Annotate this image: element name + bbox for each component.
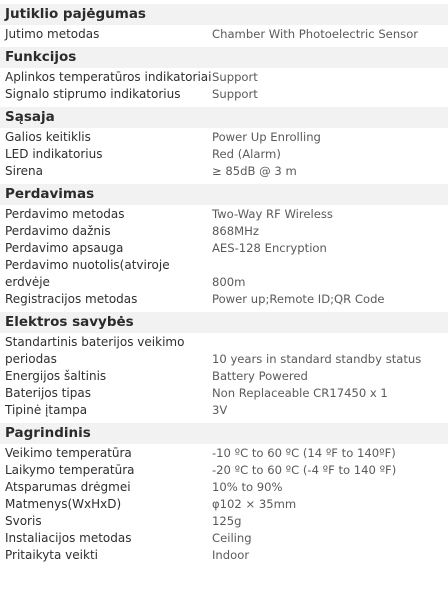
spec-section <box>0 4 448 43</box>
spec-section <box>0 312 448 419</box>
spec-value: ≥ 85dB @ 3 m <box>212 164 297 178</box>
spec-value: φ102 × 35mm <box>212 497 297 511</box>
section-title: Pagrindinis <box>0 423 448 444</box>
spec-label: Svoris <box>5 514 42 528</box>
spec-label: Pritaikyta veikti <box>5 548 98 562</box>
spec-value: 125g <box>212 514 242 528</box>
spec-value: Power Up Enrolling <box>212 130 321 144</box>
spec-row <box>0 86 448 103</box>
spec-row <box>0 69 448 86</box>
spec-row <box>0 334 448 368</box>
spec-value: 868MHz <box>212 224 259 238</box>
spec-value: Two-Way RF Wireless <box>212 207 333 221</box>
spec-row <box>0 146 448 163</box>
spec-value: AES-128 Encryption <box>212 241 327 255</box>
spec-row <box>0 385 448 402</box>
spec-label: Baterijos tipas <box>5 386 91 400</box>
spec-row <box>0 257 448 291</box>
spec-label: Signalo stiprumo indikatorius <box>5 87 181 101</box>
spec-label: Tipinė įtampa <box>5 403 88 417</box>
spec-row <box>0 462 448 479</box>
spec-label: Galios keitiklis <box>5 130 91 144</box>
spec-value: Support <box>212 87 258 101</box>
spec-section <box>0 47 448 103</box>
spec-value: Red (Alarm) <box>212 147 281 161</box>
spec-label: Veikimo temperatūra <box>5 446 132 460</box>
spec-row <box>0 368 448 385</box>
spec-value: Power up;Remote ID;QR Code <box>212 292 385 306</box>
spec-value: Non Replaceable CR17450 x 1 <box>212 386 388 400</box>
spec-label: Perdavimo nuotolis(atviroje erdvėje <box>5 258 170 289</box>
spec-row <box>0 223 448 240</box>
spec-label: Laikymo temperatūra <box>5 463 135 477</box>
spec-row <box>0 445 448 462</box>
spec-label: Instaliacijos metodas <box>5 531 132 545</box>
spec-value: 3V <box>212 403 228 417</box>
spec-row <box>0 402 448 419</box>
spec-value: 800m <box>212 275 246 289</box>
spec-label: LED indikatorius <box>5 147 103 161</box>
spec-value: -10 ºC to 60 ºC (14 ºF to 140ºF) <box>212 446 396 460</box>
spec-label: Energijos šaltinis <box>5 369 107 383</box>
spec-value: Support <box>212 70 258 84</box>
spec-row <box>0 530 448 547</box>
spec-row <box>0 547 448 564</box>
spec-label: Perdavimo metodas <box>5 207 125 221</box>
spec-section <box>0 107 448 180</box>
spec-value: Chamber With Photoelectric Sensor <box>212 27 419 41</box>
spec-value: 10 years in standard standby status <box>212 352 422 366</box>
spec-label: Perdavimo dažnis <box>5 224 111 238</box>
spec-row <box>0 26 448 43</box>
spec-section <box>0 184 448 308</box>
spec-section <box>0 423 448 564</box>
spec-label: Standartinis baterijos veikimo periodas <box>5 335 185 366</box>
spec-row <box>0 513 448 530</box>
spec-value: Battery Powered <box>212 369 308 383</box>
spec-row <box>0 206 448 223</box>
section-title: Funkcijos <box>0 47 448 68</box>
spec-row <box>0 291 448 308</box>
section-title: Perdavimas <box>0 184 448 205</box>
section-title: Jutiklio pajėgumas <box>0 4 448 25</box>
section-title: Elektros savybės <box>0 312 448 333</box>
spec-row <box>0 163 448 180</box>
spec-label: Perdavimo apsauga <box>5 241 124 255</box>
spec-value: Indoor <box>212 548 250 562</box>
spec-label: Matmenys(WxHxD) <box>5 497 122 511</box>
section-title: Sąsaja <box>0 107 448 128</box>
spec-row <box>0 240 448 257</box>
spec-row <box>0 496 448 513</box>
spec-label: Sirena <box>5 164 43 178</box>
spec-value: 10% to 90% <box>212 480 283 494</box>
spec-value: Ceiling <box>212 531 252 545</box>
spec-label: Jutimo metodas <box>5 27 100 41</box>
spec-label: Registracijos metodas <box>5 292 138 306</box>
spec-row <box>0 129 448 146</box>
spec-row <box>0 479 448 496</box>
spec-value: -20 ºC to 60 ºC (-4 ºF to 140 ºF) <box>212 463 397 477</box>
spec-label: Aplinkos temperatūros indikatoriai <box>5 70 212 84</box>
spec-label: Atsparumas drėgmei <box>5 480 131 494</box>
